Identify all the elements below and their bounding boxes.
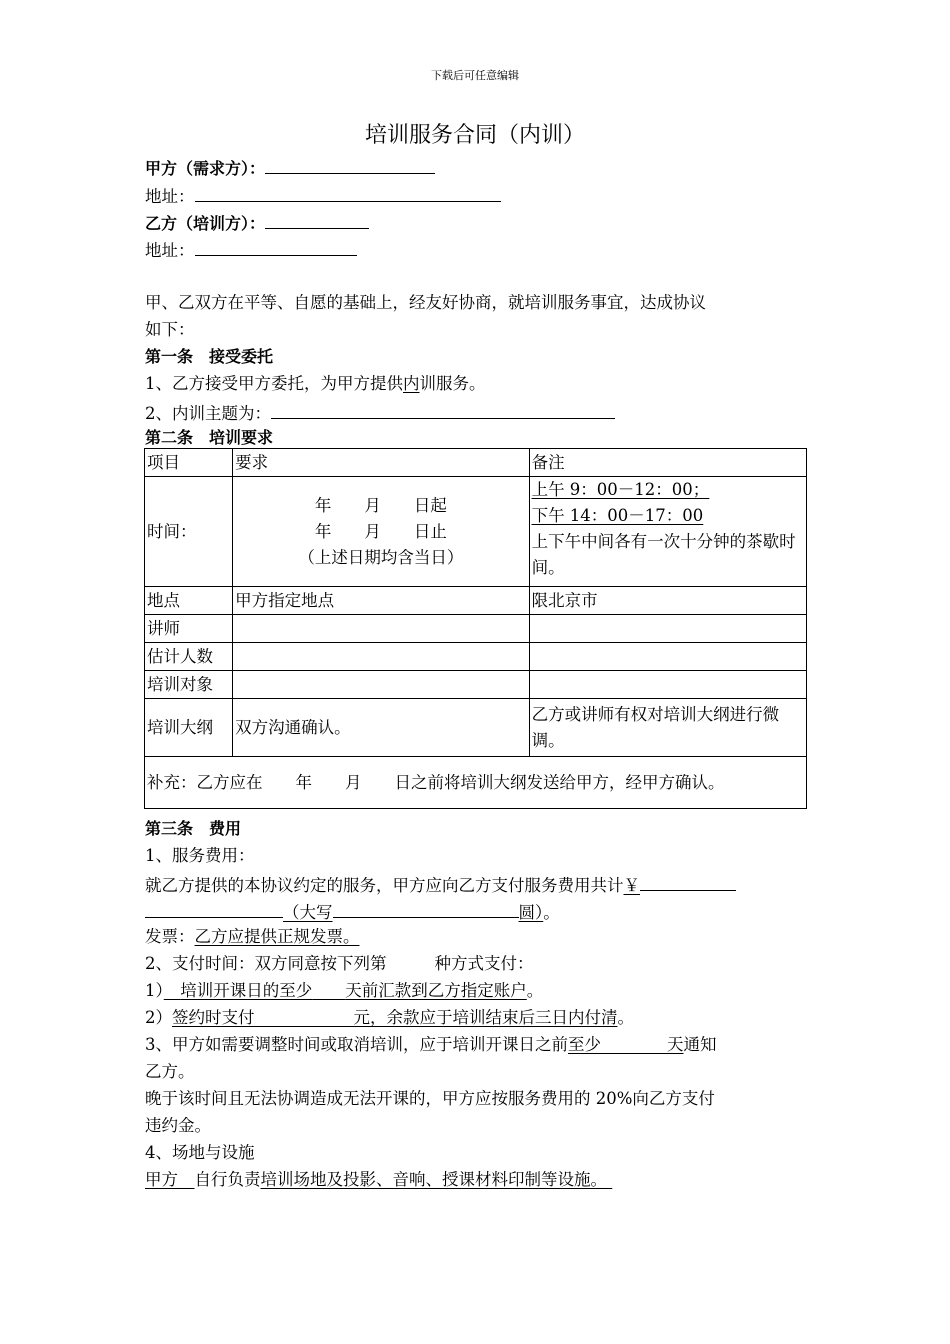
daxie-label: （大写 (283, 903, 333, 922)
col-note-header: 备注 (529, 449, 806, 477)
party-b-blank[interactable] (265, 210, 369, 229)
period: 。 (617, 1008, 634, 1027)
option-number: 2） (145, 1008, 172, 1027)
venue-facilities: 培训场地及投影、音响、授课材料印制等设施。 (260, 1170, 607, 1189)
article-2-heading: 第二条 培训要求 (145, 428, 274, 447)
reschedule-text-2: 通知 (683, 1035, 717, 1054)
place-label: 地点 (145, 587, 233, 615)
morning-schedule: 上午 9：00－12：00； (531, 480, 710, 499)
break-note: 上下午中间各有一次十分钟的茶歇时间。 (531, 532, 796, 577)
yuan-label: 圆） (518, 903, 544, 922)
option-2-text: 签约时支付 元，余款应于培训结束后三日内付清 (172, 1008, 618, 1027)
table-header-row (145, 449, 807, 477)
intro-line-2: 如下： (145, 320, 195, 339)
penalty-line-2: 违约金。 (145, 1116, 211, 1135)
party-a-label: 甲方（需求方）： (145, 159, 266, 178)
venue-party: 甲方 (145, 1170, 178, 1189)
pay-time-text: 2、支付时间：双方同意按下列第 (145, 954, 387, 973)
target-row (145, 671, 807, 699)
yen-sign: ￥ (623, 876, 640, 895)
party-b-label: 乙方（培训方）： (145, 214, 266, 233)
target-cell[interactable] (233, 671, 529, 699)
party-a-address-blank[interactable] (195, 183, 501, 202)
topic-blank[interactable] (271, 400, 615, 419)
pay-time-text-2: 种方式支付： (434, 954, 534, 973)
header-note: 下载后可任意编辑 (431, 69, 519, 82)
party-a-row (145, 155, 435, 180)
supplement-row (145, 757, 807, 809)
reschedule-row (145, 1034, 717, 1056)
fee-title: 1、服务费用： (145, 846, 255, 865)
time-date-note: （上述日期均含当日） (298, 547, 464, 567)
period: 。 (526, 981, 544, 1000)
fee-text-row (145, 872, 736, 897)
time-start: 年 月 日起 (314, 495, 447, 515)
venue-row (145, 1169, 612, 1191)
lecturer-note-cell[interactable] (529, 615, 806, 643)
outline-requirement: 双方沟通确认。 (233, 699, 529, 757)
article-1-item-2 (145, 400, 615, 425)
headcount-label: 估计人数 (145, 643, 233, 671)
venue-text: 自行负责 (194, 1170, 261, 1189)
pay-option-1 (145, 980, 543, 1002)
penalty-line-1: 晚于该时间且无法协调造成无法开课的，甲方应按服务费用的 20%向乙方支付 (145, 1089, 715, 1108)
party-b-address-blank[interactable] (195, 237, 357, 256)
address-label: 地址： (145, 187, 195, 206)
time-end: 年 月 日止 (314, 521, 447, 541)
col-item-header: 项目 (145, 449, 233, 477)
place-note: 限北京市 (529, 587, 806, 615)
lecturer-label: 讲师 (145, 615, 233, 643)
article-3-heading: 第三条 费用 (145, 819, 242, 838)
time-row (145, 477, 807, 587)
topic-label: 2、内训主题为： (145, 404, 271, 423)
target-note-cell[interactable] (529, 671, 806, 699)
address-label: 地址： (145, 241, 195, 260)
target-label: 培训对象 (145, 671, 233, 699)
lecturer-cell[interactable] (233, 615, 529, 643)
intro-line-1: 甲、乙双方在平等、自愿的基础上，经友好协商，就培训服务事宜，达成协议 (145, 293, 706, 312)
time-note (529, 477, 806, 587)
outline-row (145, 699, 807, 757)
party-a-blank[interactable] (265, 155, 435, 174)
afternoon-schedule: 下午 14：00－17：00 (531, 506, 704, 525)
fee-daxie-blank[interactable] (333, 899, 519, 918)
invoice-text: 乙方应提供正规发票。 (194, 927, 360, 946)
reschedule-text: 3、甲方如需要调整时间或取消培训，应于培训开课日之前 (145, 1035, 568, 1054)
item-underlined: 内 (403, 374, 420, 393)
outline-label: 培训大纲 (145, 699, 233, 757)
fee-amount-blank-2[interactable] (145, 899, 283, 918)
fee-text: 就乙方提供的本协议约定的服务，甲方应向乙方支付服务费用共计 (145, 876, 624, 895)
supplement-text: 补充：乙方应在 年 月 日之前将培训大纲发送给甲方，经甲方确认。 (145, 757, 807, 809)
venue-title: 4、场地与设施 (145, 1143, 255, 1162)
col-requirement-header: 要求 (233, 449, 529, 477)
invoice-row (145, 926, 360, 948)
item-text: 训服务。 (419, 374, 486, 393)
party-b-row (145, 210, 369, 235)
article-1-item-1 (145, 373, 486, 395)
document-title: 培训服务合同（内训） (364, 123, 585, 148)
lecturer-row (145, 615, 807, 643)
fee-amount-blank[interactable] (640, 872, 736, 891)
headcount-row (145, 643, 807, 671)
period: 。 (543, 903, 560, 922)
pay-time-row (145, 953, 534, 975)
party-b-address-row (145, 237, 357, 262)
invoice-label: 发票： (145, 927, 195, 946)
place-requirement: 甲方指定地点 (233, 587, 529, 615)
item-text: 1、乙方接受甲方委托，为甲方提供 (145, 374, 403, 393)
time-label: 时间： (145, 477, 233, 587)
option-1-text: 培训开课日的至少 天前汇款到乙方指定账户 (180, 981, 527, 1000)
time-requirement (233, 477, 529, 587)
headcount-note-cell[interactable] (529, 643, 806, 671)
reschedule-days: 至少 天 (568, 1035, 684, 1054)
option-number: 1） (145, 981, 164, 1000)
outline-note: 乙方或讲师有权对培训大纲进行微调。 (529, 699, 806, 757)
pay-option-2 (145, 1007, 634, 1029)
headcount-cell[interactable] (233, 643, 529, 671)
party-a-address-row (145, 183, 501, 208)
reschedule-row-2: 乙方。 (145, 1062, 195, 1081)
article-1-heading: 第一条 接受委托 (145, 347, 274, 366)
place-row (145, 587, 807, 615)
training-requirements-table (144, 448, 807, 809)
fee-daxie-row (145, 899, 560, 924)
